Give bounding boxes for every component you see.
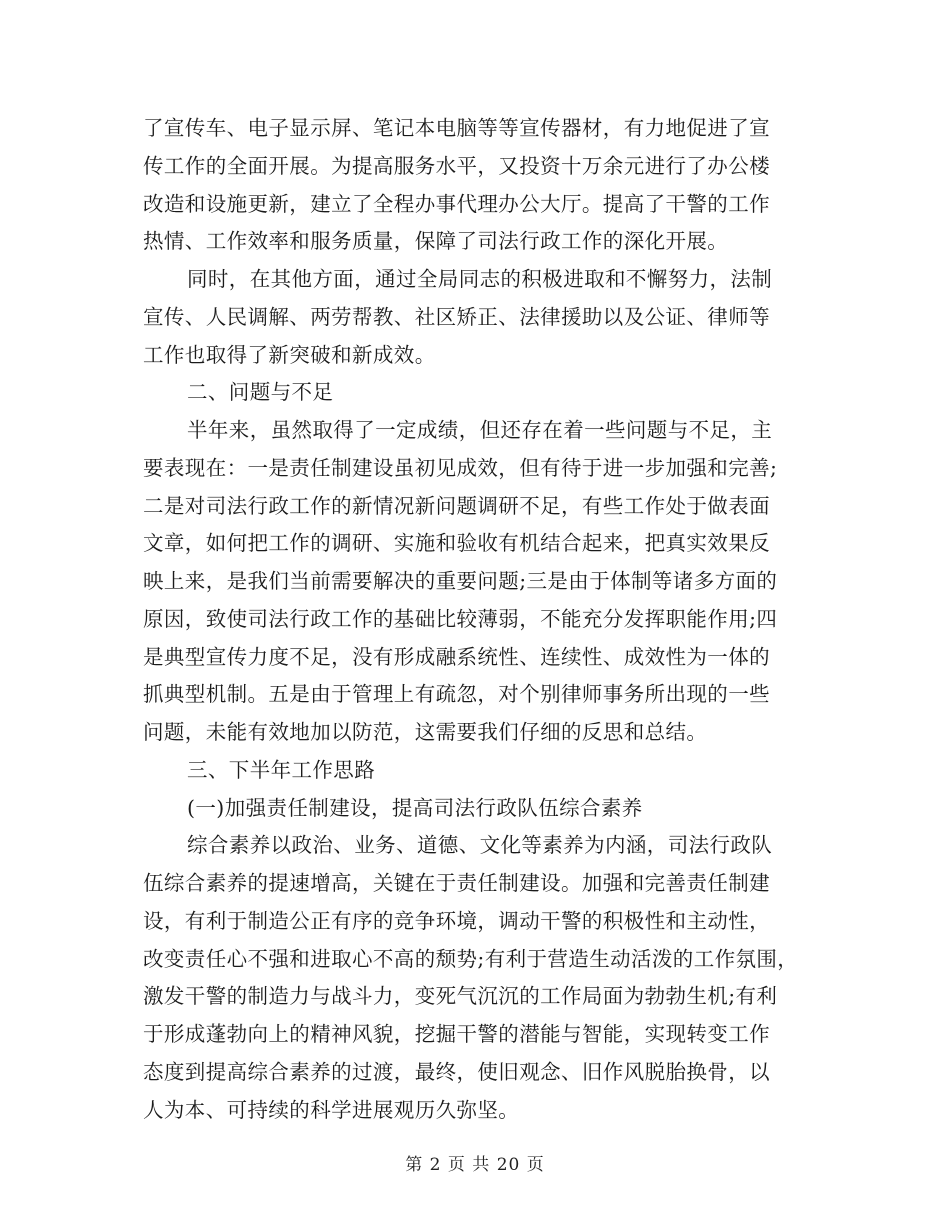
paragraph-start-line: 同时，在其他方面，通过全局同志的积极进取和不懈努力，法制	[187, 267, 773, 291]
text-line: 了宣传车、电子显示屏、笔记本电脑等等宣传器材，有力地促进了宣	[143, 116, 770, 140]
text-line: 激发干警的制造力与战斗力，变死气沉沉的工作局面为勃勃生机;有利	[143, 984, 778, 1009]
text-line: 人为本、可持续的科学进展观历久弥坚。	[143, 1097, 520, 1122]
text-line: 工作也取得了新突破和新成效。	[143, 342, 436, 367]
text-line: 抓典型机制。五是由于管理上有疏忽，对个别律师事务所出现的一些	[143, 682, 770, 707]
text-line: 改变责任心不强和进取心不高的颓势;有利于营造生动活泼的工作氛围，	[143, 946, 799, 971]
text-line: 设，有利于制造公正有序的竞争环境，调动干警的积极性和主动性，	[143, 908, 770, 933]
text-line: 是典型宣传力度不足，没有形成融系统性、连续性、成效性为一体的	[143, 644, 770, 669]
text-line: 热情、工作效率和服务质量，保障了司法行政工作的深化开展。	[143, 229, 729, 254]
section-heading-problems: 二、问题与不足	[187, 380, 334, 405]
text-line: 态度到提高综合素养的过渡，最终，使旧观念、旧作风脱胎换骨，以	[143, 1059, 770, 1084]
text-line: 改造和设施更新，建立了全程办事代理办公大厅。提高了干警的工作	[143, 191, 770, 216]
text-line: 原因，致使司法行政工作的基础比较薄弱，不能充分发挥职能作用;四	[143, 606, 778, 631]
text-line: 伍综合素养的提速增高，关键在于责任制建设。加强和完善责任制建	[143, 871, 770, 895]
section-heading-plan: 三、下半年工作思路	[187, 757, 376, 782]
subsection-heading: (一)加强责任制建设，提高司法行政队伍综合素养	[187, 795, 643, 820]
paragraph-start-line: 半年来，虽然取得了一定成绩，但还存在着一些问题与不足，主	[187, 418, 773, 442]
text-line: 文章，如何把工作的调研、实施和验收有机结合起来，把真实效果反	[143, 531, 770, 556]
document-body	[143, 110, 815, 1129]
text-line: 传工作的全面开展。为提高服务水平，又投资十万余元进行了办公楼	[143, 153, 770, 178]
text-line: 问题，未能有效地加以防范，这需要我们仔细的反思和总结。	[143, 720, 708, 744]
page-number-footer: 第 2 页 共 20 页	[405, 1155, 545, 1175]
paragraph-start-line: 综合素养以政治、业务、道德、文化等素养为内涵，司法行政队	[187, 833, 773, 858]
text-line: 二是对司法行政工作的新情况新问题调研不足，有些工作处于做表面	[143, 493, 770, 518]
text-line: 要表现在：一是责任制建设虽初见成效，但有待于进一步加强和完善;	[143, 455, 778, 480]
text-line: 宣传、人民调解、两劳帮教、社区矫正、法律援助以及公证、律师等	[143, 304, 770, 329]
text-line: 于形成蓬勃向上的精神风貌，挖掘干警的潜能与智能，实现转变工作	[143, 1022, 770, 1046]
text-line: 映上来，是我们当前需要解决的重要问题;三是由于体制等诸多方面的	[143, 569, 778, 593]
